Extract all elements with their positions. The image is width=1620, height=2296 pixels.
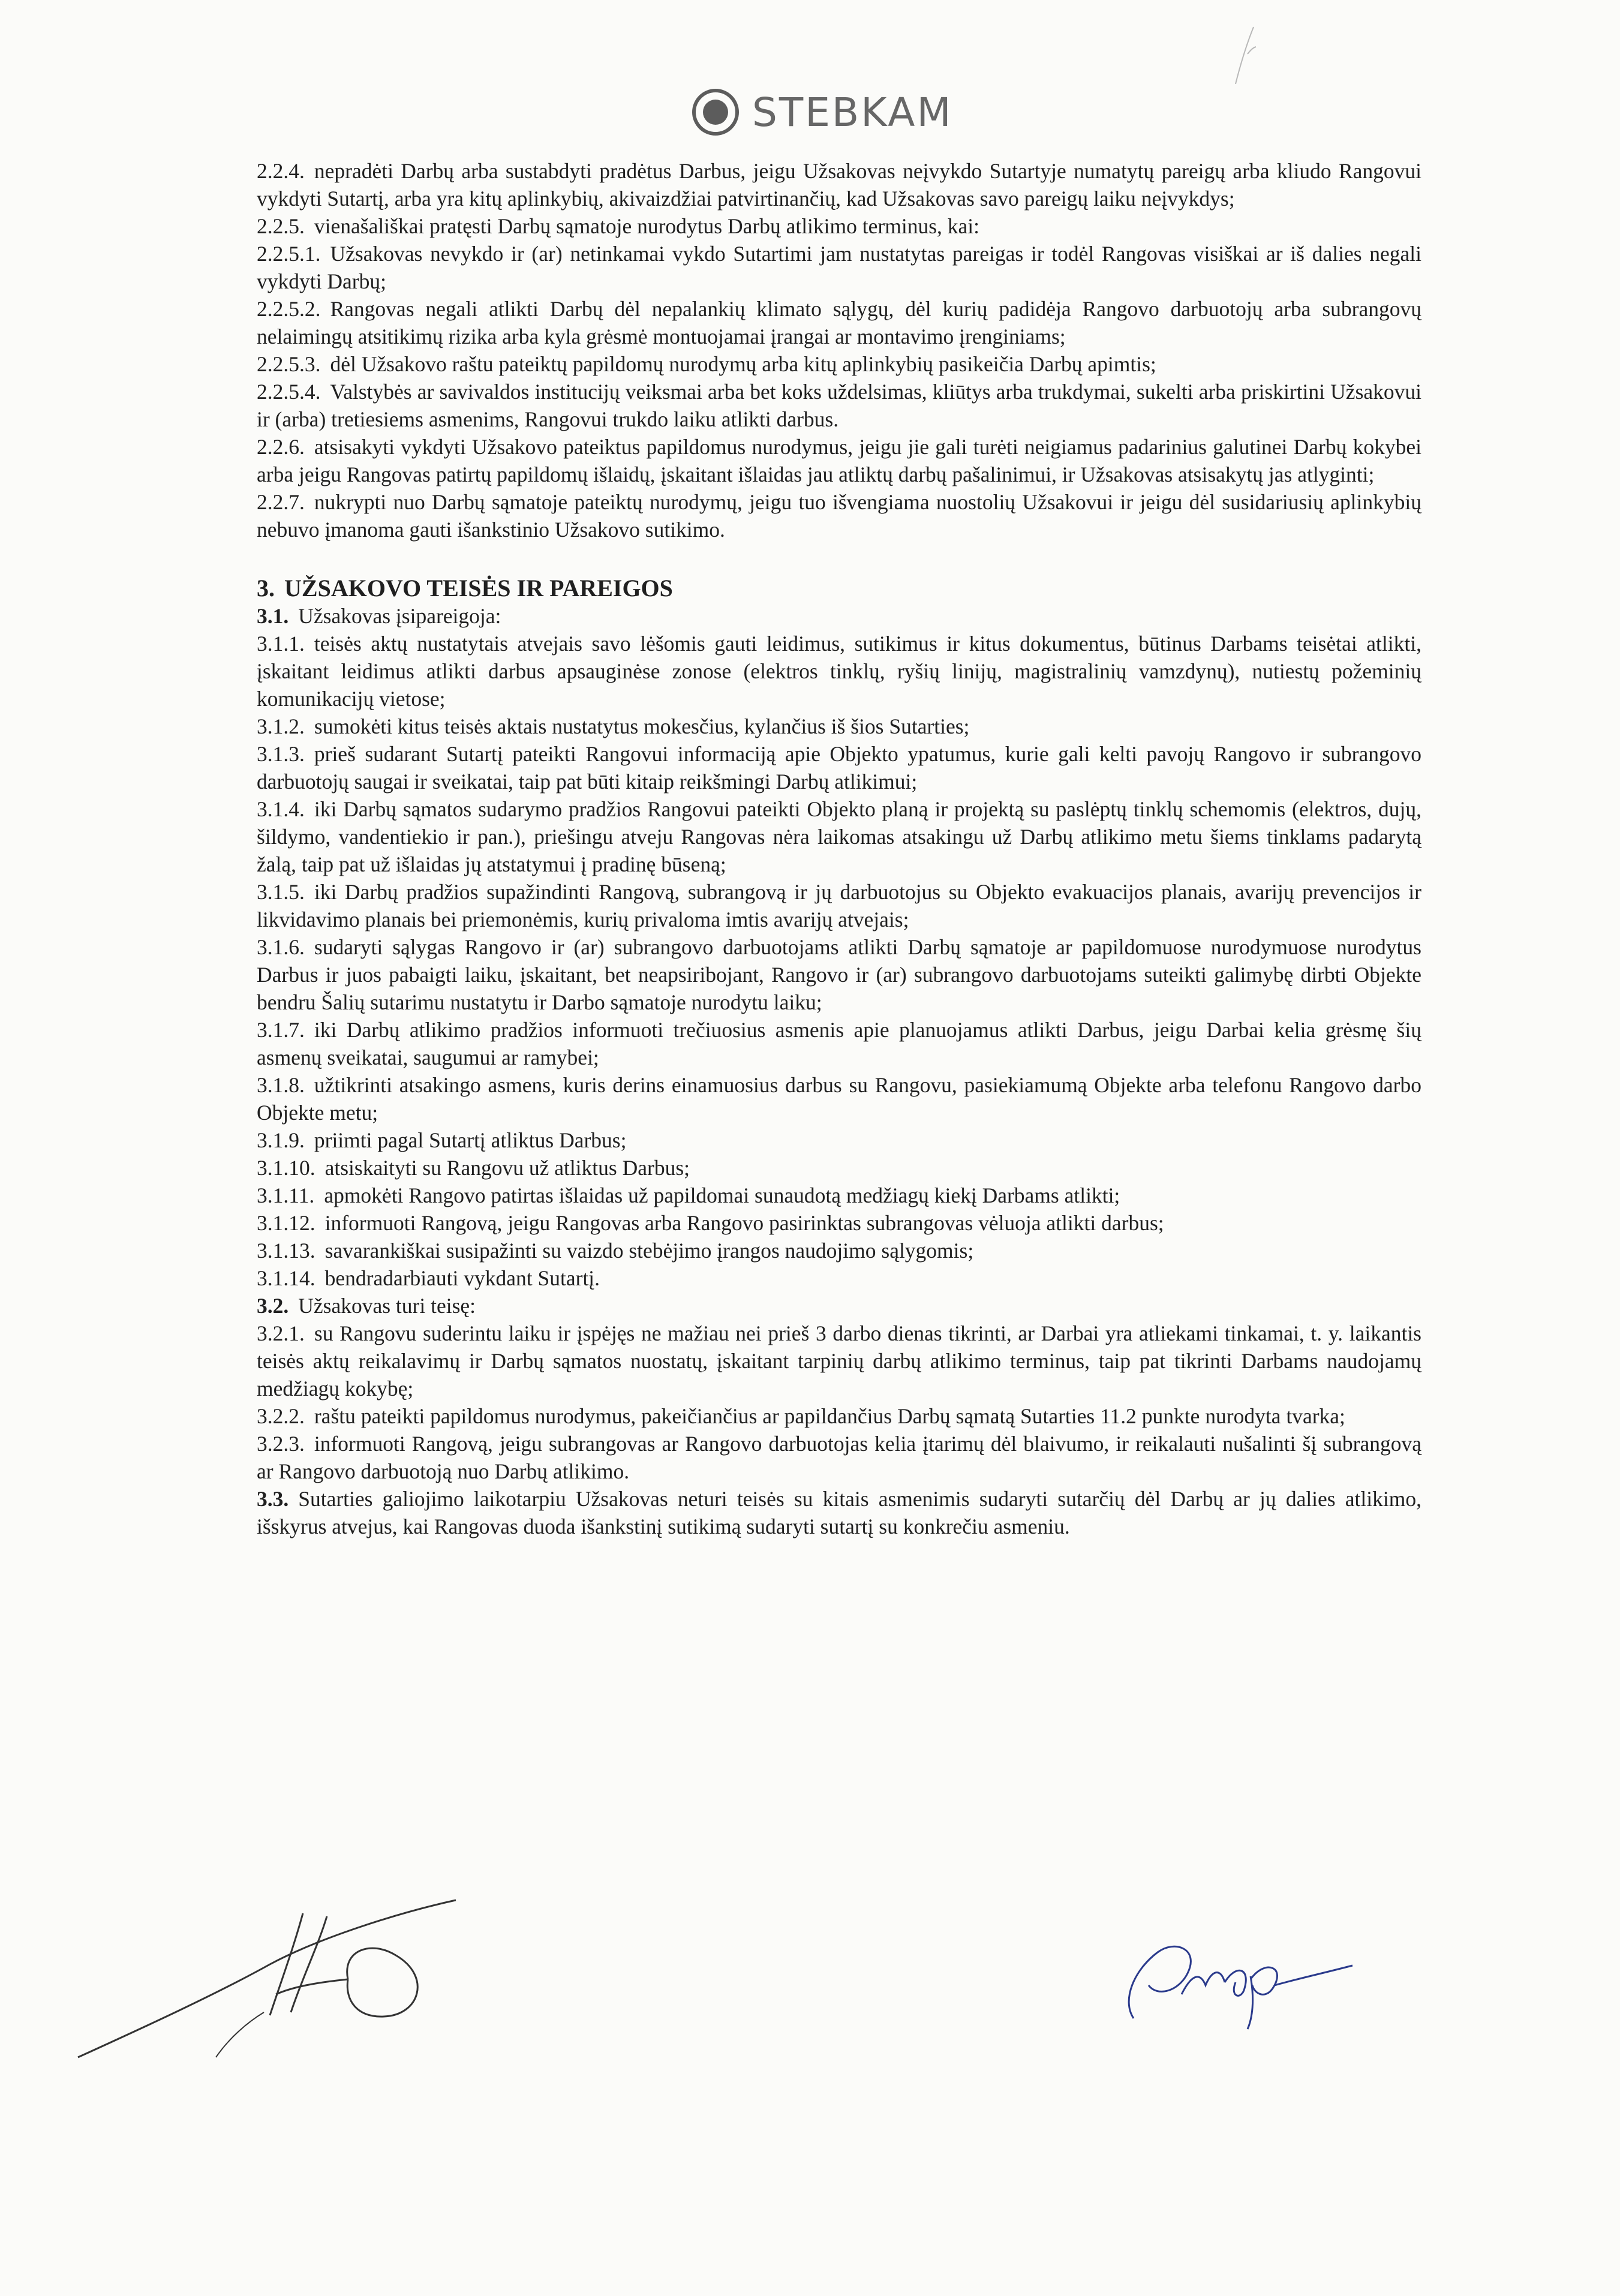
subsection-paragraph: [257, 1292, 1421, 1320]
clause-number: 3.1.9.: [257, 1128, 305, 1152]
clause-number: 3.1.11.: [257, 1183, 315, 1207]
clause-text: informuoti Rangovą, jeigu Rangovas arba Rangovo pasirinktas subrangovas vėluoja atlikti darbus;: [324, 1211, 1164, 1235]
clause-paragraph: [257, 713, 1421, 740]
clause-number: 3.2.: [257, 1294, 289, 1318]
clause-number: 3.1.6.: [257, 935, 305, 959]
clause-number: 3.1.10.: [257, 1156, 315, 1180]
clause-paragraph: [257, 1209, 1421, 1237]
clause-text: iki Darbų sąmatos sudarymo pradžios Rangovui pateikti Objekto planą ir projektą su paslėptų tinklų schemomis (elektros, dujų, šildymo, vandentiekio ir pan.), priešingu atveju Rangovas nėra laikomas atsakingu už Darbų atlikimo metu šiems tinklams padarytą žalą, taip pat už išlaidas jų atstatymui į pradinę būseną;: [257, 797, 1421, 876]
clause-number: 3.3.: [257, 1487, 289, 1511]
clause-number: 2.2.5.3.: [257, 352, 321, 376]
clause-number: 3.2.3.: [257, 1432, 305, 1456]
clause-paragraph: [257, 1071, 1421, 1126]
clause-text: apmokėti Rangovo patirtas išlaidas už papildomai sunaudotą medžiagų kiekį Darbams atlikti;: [324, 1183, 1120, 1207]
clause-text: prieš sudarant Sutartį pateikti Rangovui informaciją apie Objekto ypatumus, kurie gali kelti pavojų Rangovo ir subrangovo darbuotojų saugai ir sveikatai, taip pat būti kitaip reikšmingi Darbų atlikimui;: [257, 742, 1421, 794]
clause-number: 3.1.4.: [257, 797, 305, 821]
clause-paragraph: [257, 1016, 1421, 1071]
clause-text: atsiskaityti su Rangovu už atliktus Darbus;: [324, 1156, 690, 1180]
clause-paragraph: [257, 1237, 1421, 1264]
clause-paragraph: [257, 212, 1421, 240]
clause-text: sudaryti sąlygas Rangovo ir (ar) subrangovo darbuotojams atlikti Darbų sąmatoje ar papildomuose nurodymuose nurodytus Darbus ir juos pabaigti laiku, įskaitant, bet neapsiribojant, Rangovo ir (ar) subrangovo darbuotojams suteikti galimybę dirbti Objekte bendru Šalių sutarimu nustatytu ir Darbo sąmatoje nurodytu laiku;: [257, 935, 1421, 1014]
clause-number: 3.1.1.: [257, 632, 305, 656]
clause-text: Valstybės ar savivaldos institucijų veiksmai arba bet koks uždelsimas, kliūtys arba trukdymai, sukelti arba priskirtini Užsakovui ir (arba) tretiesiems asmenims, Rangovui trukdo laiku atlikti darbus.: [257, 380, 1421, 431]
document-body: [257, 157, 1421, 1540]
clause-paragraph: [257, 933, 1421, 1016]
clause-text: Užsakovas turi teisę:: [298, 1294, 476, 1318]
logo-text: STEBKAM: [752, 89, 953, 136]
clause-number: 3.2.1.: [257, 1321, 305, 1345]
clause-paragraph: [257, 433, 1421, 488]
clause-paragraph: [257, 878, 1421, 933]
clause-text: iki Darbų atlikimo pradžios informuoti trečiuosius asmenis apie planuojamus atlikti Darbus, jeigu Darbai kelia grėsmę šių asmenų sveikatai, saugumui ar ramybei;: [257, 1018, 1421, 1069]
clause-text: nepradėti Darbų arba sustabdyti pradėtus Darbus, jeigu Užsakovas neįvykdo Sutartyje numatytų pareigų arba kliudo Rangovui vykdyti Sutartį, arba yra kitų aplinkybių, akivaizdžiai patvirtinančių, kad Užsakovas savo pareigų laiku neįvykdys;: [257, 159, 1421, 211]
clause-number: 3.2.2.: [257, 1404, 305, 1428]
clause-text: priimti pagal Sutartį atliktus Darbus;: [314, 1128, 627, 1152]
signature-left: [72, 1889, 462, 2063]
clause-number: 3.1.14.: [257, 1266, 315, 1290]
clause-number: 3.: [257, 575, 275, 602]
clause-paragraph: [257, 350, 1421, 378]
clause-paragraph: [257, 795, 1421, 878]
clause-text: Sutarties galiojimo laikotarpiu Užsakovas neturi teisės su kitais asmenimis sudaryti sutarčių dėl Darbų ar jų dalies atlikimo, išskyrus atvejus, kai Rangovas duoda išankstinį sutikimą sudaryti sutartį su konkrečiu asmeniu.: [257, 1487, 1421, 1538]
clause-paragraph: [257, 630, 1421, 713]
signature-right: [1116, 1928, 1355, 2030]
clause-text: Užsakovas įsipareigoja:: [298, 604, 501, 628]
clause-text: su Rangovu suderintu laiku ir įspėjęs ne mažiau nei prieš 3 darbo dienas tikrinti, ar Darbai yra atliekami tinkamai, t. y. laikantis teisės aktų reikalavimų ir Darbų sąmatos nuostatų, įskaitant tarpinių darbų atlikimo terminus, taip pat tikrinti Darbams naudojamų medžiagų kokybę;: [257, 1321, 1421, 1401]
clause-paragraph: [257, 1402, 1421, 1430]
clause-paragraph: [257, 1430, 1421, 1485]
clause-text: vienašališkai pratęsti Darbų sąmatoje nurodytus Darbų atlikimo terminus, kai:: [314, 214, 979, 238]
clause-text: teisės aktų nustatytais atvejais savo lėšomis gauti leidimus, sutikimus ir kitus dokumentus, būtinus Darbams teisėtai atlikti, įskaitant leidimus atlikti darbus apsauginėse zonose (elektros tinklų, ryšių linijų, magistralinių vamzdynų), nutiestų požeminių komunikacijų vietose;: [257, 632, 1421, 711]
clause-number: 3.1.12.: [257, 1211, 315, 1235]
clause-number: 3.1.: [257, 604, 289, 628]
clause-number: 2.2.5.2.: [257, 297, 321, 321]
section-heading: [257, 575, 1421, 602]
company-logo: [690, 85, 954, 139]
clause-number: 2.2.5.1.: [257, 242, 321, 266]
subsection-paragraph: [257, 1485, 1421, 1540]
clause-text: dėl Užsakovo raštu pateiktų papildomų nurodymų arba kitų aplinkybių pasikeičia Darbų apimtis;: [330, 352, 1156, 376]
clause-paragraph: [257, 1182, 1421, 1209]
clause-number: 3.1.2.: [257, 714, 305, 738]
clause-paragraph: [257, 488, 1421, 543]
clause-text: Rangovas negali atlikti Darbų dėl nepalankių klimato sąlygų, dėl kurių padidėja Rangovo darbuotojų arba subrangovų nelaimingų atsitikimų rizika arba kyla grėsmė montuojamai įrangai ar montavimo įrenginiams;: [257, 297, 1421, 348]
clause-number: 2.2.5.: [257, 214, 305, 238]
clause-text: savarankiškai susipažinti su vaizdo stebėjimo įrangos naudojimo sąlygomis;: [324, 1239, 974, 1263]
clause-paragraph: [257, 1264, 1421, 1292]
pen-mark: [1230, 24, 1266, 90]
clause-text: informuoti Rangovą, jeigu subrangovas ar Rangovo darbuotojas kelia įtarimų dėl blaivumo, ir reikalauti nušalinti šį subrangovą ar Rangovo darbuotoją nuo Darbų atlikimo.: [257, 1432, 1421, 1483]
clause-paragraph: [257, 740, 1421, 795]
clause-paragraph: [257, 295, 1421, 350]
clause-paragraph: [257, 1154, 1421, 1182]
clause-text: bendradarbiauti vykdant Sutartį.: [324, 1266, 600, 1290]
subsection-paragraph: [257, 602, 1421, 630]
clause-text: atsisakyti vykdyti Užsakovo pateiktus papildomus nurodymus, jeigu jie gali turėti neigiamus padarinius galutinei Darbų kokybei arba jeigu Rangovas patirtų papildomų išlaidų, įskaitant išlaidas jau atliktų darbų pašalinimui, ir Užsakovas atsisakytų jas atlyginti;: [257, 435, 1421, 486]
clause-paragraph: [257, 240, 1421, 295]
clause-text: raštu pateikti papildomus nurodymus, pakeičiančius ar papildančius Darbų sąmatą Sutarties 11.2 punkte nurodyta tvarka;: [314, 1404, 1345, 1428]
clause-number: 2.2.6.: [257, 435, 305, 459]
clause-paragraph: [257, 1320, 1421, 1402]
clause-number: 3.1.8.: [257, 1073, 305, 1097]
clause-text: nukrypti nuo Darbų sąmatoje pateiktų nurodymų, jeigu tuo išvengiama nuostolių Užsakovui ir jeigu dėl susidariusių aplinkybių nebuvo įmanoma gauti išankstinio Užsakovo sutikimo.: [257, 490, 1421, 542]
clause-number: 2.2.5.4.: [257, 380, 321, 404]
clause-number: 3.1.5.: [257, 880, 305, 904]
logo-camera-icon: [690, 86, 741, 138]
clause-number: 3.1.3.: [257, 742, 305, 766]
clause-text: Užsakovas nevykdo ir (ar) netinkamai vykdo Sutartimi jam nustatytas pareigas ir todėl Rangovas visiškai ar iš dalies negali vykdyti Darbų;: [257, 242, 1421, 293]
clause-number: 3.1.13.: [257, 1239, 315, 1263]
clause-text: UŽSAKOVO TEISĖS IR PAREIGOS: [284, 575, 673, 602]
clause-number: 3.1.7.: [257, 1018, 305, 1042]
section-gap: [257, 543, 1421, 575]
clause-text: iki Darbų pradžios supažindinti Rangovą, subrangovą ir jų darbuotojus su Objekto evakuacijos planais, avarijų prevencijos ir likvidavimo planais bei priemonėmis, kurių privaloma imtis avarijų atvejais;: [257, 880, 1421, 931]
clause-text: užtikrinti atsakingo asmens, kuris derins einamuosius darbus su Rangovu, pasiekiamumą Objekte arba telefonu Rangovo darbo Objekte metu;: [257, 1073, 1421, 1125]
clause-text: sumokėti kitus teisės aktais nustatytus mokesčius, kylančius iš šios Sutarties;: [314, 714, 970, 738]
clause-paragraph: [257, 378, 1421, 433]
clause-paragraph: [257, 1126, 1421, 1154]
clause-number: 2.2.4.: [257, 159, 305, 183]
clause-number: 2.2.7.: [257, 490, 305, 514]
clause-paragraph: [257, 157, 1421, 212]
